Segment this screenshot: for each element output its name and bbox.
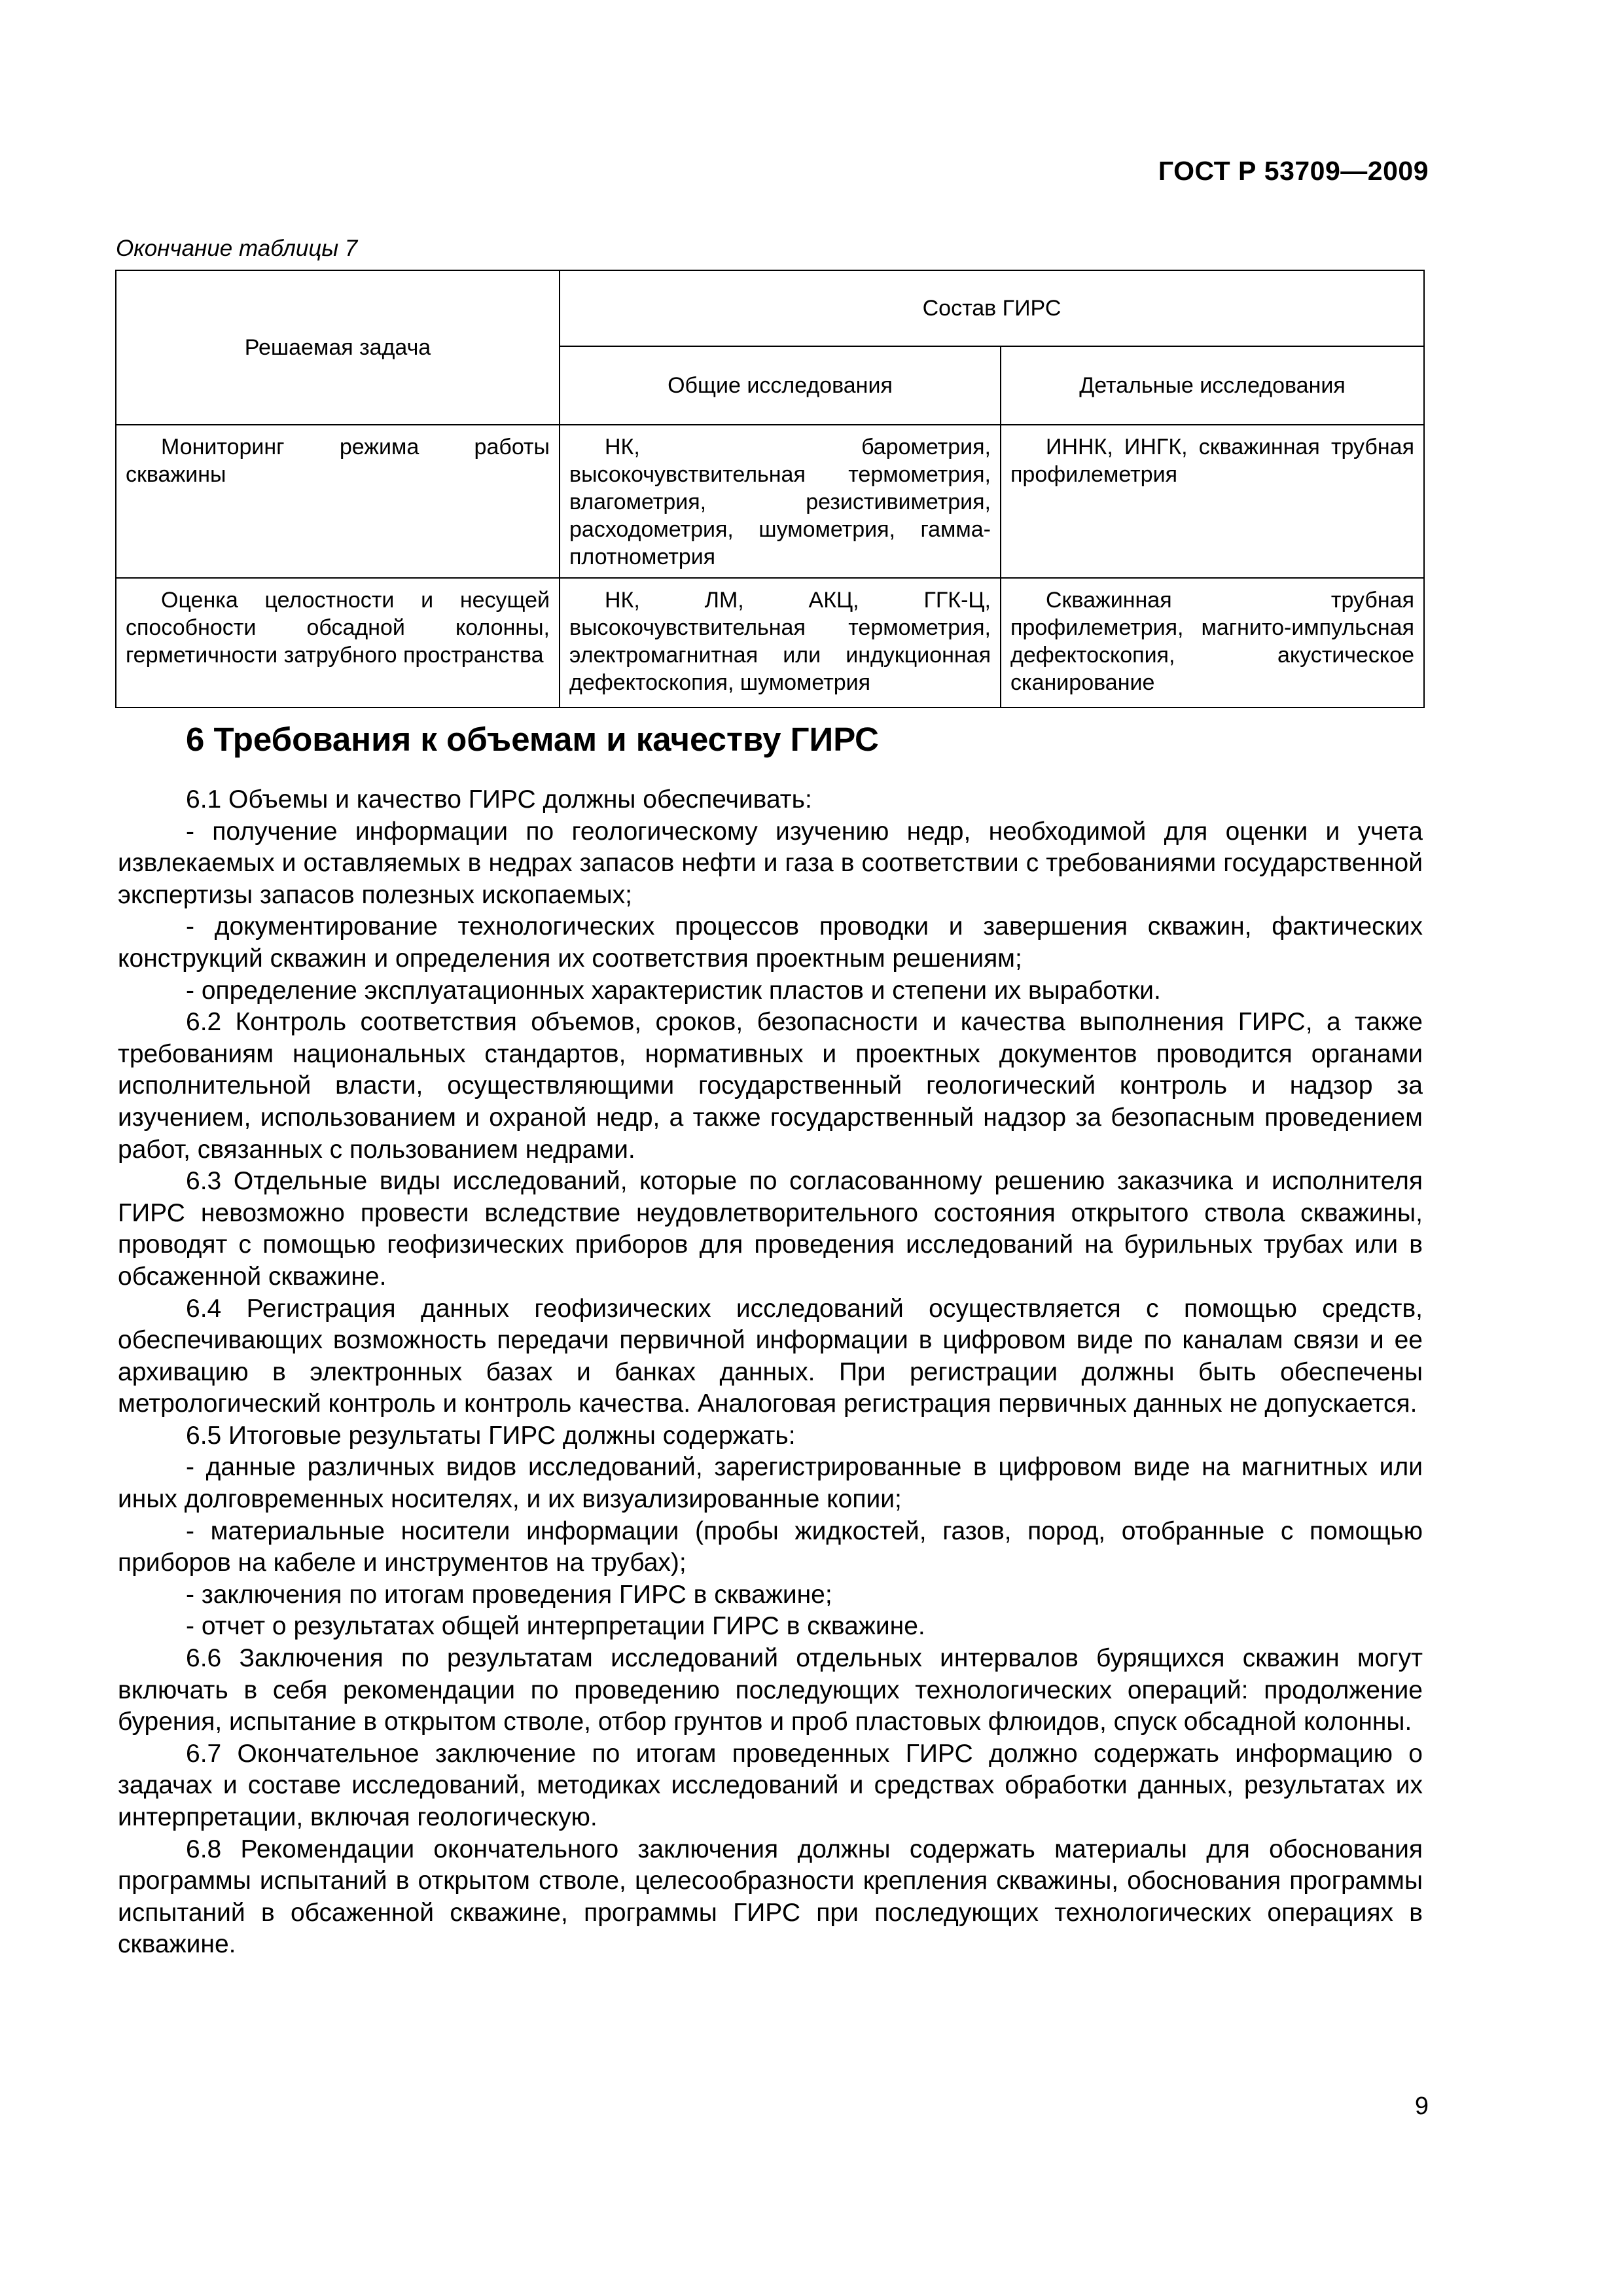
cell-text: НК, барометрия, высокочувствительная термометрия, влагометрия, резистивиметрия, расходометрия, шумометрия, гамма-плотнометрия — [569, 435, 991, 569]
column-header-group: Состав ГИРС — [560, 270, 1424, 346]
table-row — [116, 578, 1424, 708]
page-number: 9 — [1414, 2092, 1429, 2120]
table-cell-task — [116, 578, 560, 708]
paragraph: - документирование технологических процессов проводки и завершения скважин, фактических конструкций скважин и определения их соответствия проектным решениям; — [118, 912, 1423, 973]
paragraph: - получение информации по геологическому изучению недр, необходимой для оценки и учета извлекаемых и оставляемых в недрах запасов нефти и газа в соответствии с требованиями государственной экспертизы запасов полезных ископаемых; — [118, 817, 1423, 909]
column-header-task: Решаемая задача — [116, 270, 560, 425]
paragraph: 6.6 Заключения по результатам исследований отдельных интервалов бурящихся скважин могут включать в себя рекомендации по проведению последующих технологических операций: продолжение бурения, испытание в открытом стволе, отбор грунтов и проб пластовых флюидов, спуск обсадной колонны. — [118, 1644, 1423, 1736]
cell-text: Мониторинг режима работы скважины — [126, 435, 550, 487]
table-cell-task — [116, 425, 560, 578]
column-header-general: Общие исследования — [560, 346, 1001, 425]
paragraph: 6.7 Окончательное заключение по итогам проведенных ГИРС должно содержать информацию о задачах и составе исследований, методиках исследований и средствах обработки данных, результатах их интерпретации, включая геологическую. — [118, 1739, 1423, 1831]
cell-text: Оценка целостности и несущей способности обсадной колонны, герметичности затрубного пространства — [126, 588, 550, 668]
paragraph: 6.2 Контроль соответствия объемов, сроков, безопасности и качества выполнения ГИРС, а также требованиям национальных стандартов, нормативных и проектных документов проводится органами исполнительной власти, осуществляющими государственный геологический контроль и надзор за изучением, использованием и охраной недр, а также государственный надзор за безопасным проведением работ, связанных с пользованием недрами. — [118, 1008, 1423, 1164]
paragraph: 6.5 Итоговые результаты ГИРС должны содержать: — [186, 1421, 796, 1450]
cell-text: Скважинная трубная профилеметрия, магнито-импульсная дефектоскопия, акустическое сканирование — [1010, 588, 1414, 695]
section-heading: 6 Требования к объемам и качеству ГИРС — [186, 721, 879, 758]
table-header-row — [116, 270, 1424, 346]
table-cell-detailed — [1001, 578, 1424, 708]
document-header-standard-id: ГОСТ Р 53709—2009 — [1158, 156, 1429, 186]
table-row — [116, 425, 1424, 578]
paragraph: - материальные носители информации (пробы жидкостей, газов, пород, отобранные с помощью приборов на кабеле и инструментов на трубах); — [118, 1516, 1423, 1577]
paragraph: - определение эксплуатационных характеристик пластов и степени их выработки. — [186, 976, 1161, 1005]
column-header-detailed: Детальные исследования — [1001, 346, 1424, 425]
paragraph: - заключения по итогам проведения ГИРС в скважине; — [186, 1580, 832, 1609]
table-cell-general — [560, 425, 1001, 578]
research-composition-table — [115, 270, 1425, 708]
paragraph: - данные различных видов исследований, зарегистрированные в цифровом виде на магнитных или иных долговременных носителях, и их визуализированные копии; — [118, 1453, 1423, 1514]
paragraph: 6.8 Рекомендации окончательного заключения должны содержать материалы для обоснования программы испытаний в открытом стволе, целесообразности крепления скважины, обоснования программы испытаний в обсаженной скважине, программы ГИРС при последующих технологических операциях в скважине. — [118, 1835, 1423, 1959]
paragraph: 6.3 Отдельные виды исследований, которые по согласованному решению заказчика и исполнителя ГИРС невозможно провести вследствие неудовлетворительного состояния открытого ствола скважины, проводят с помощью геофизических приборов для проведения исследований на бурильных трубах или в обсаженной скважине. — [118, 1167, 1423, 1291]
table-caption: Окончание таблицы 7 — [116, 236, 358, 261]
paragraph: 6.4 Регистрация данных геофизических исследований осуществляется с помощью средств, обеспечивающих возможность передачи первичной информации в цифровом виде по каналам связи и ее архивацию в электронных базах и банках данных. При регистрации должны быть обеспечены метрологический контроль и контроль качества. Аналоговая регистрация первичных данных не допускается. — [118, 1294, 1423, 1418]
cell-text: НК, ЛМ, АКЦ, ГГК-Ц, высокочувствительная термометрия, электромагнитная или индукционная дефектоскопия, шумометрия — [569, 588, 991, 695]
table-cell-general — [560, 578, 1001, 708]
paragraph: - отчет о результатах общей интерпретации ГИРС в скважине. — [186, 1612, 925, 1641]
cell-text: ИННК, ИНГК, скважинная трубная профилеметрия — [1010, 435, 1414, 487]
paragraph: 6.1 Объемы и качество ГИРС должны обеспечивать: — [186, 785, 812, 814]
table-cell-detailed — [1001, 425, 1424, 578]
section-body — [118, 784, 1423, 1961]
